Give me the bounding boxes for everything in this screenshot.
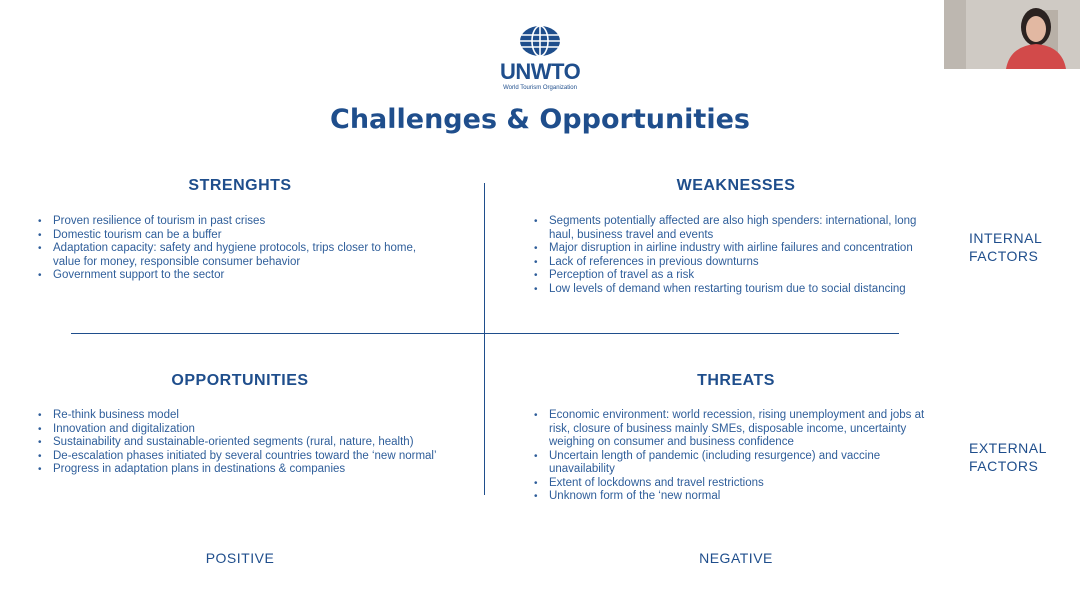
strengths-heading: STRENGHTS (188, 177, 292, 194)
external-factors-label (969, 439, 1047, 475)
list-item: • Domestic tourism can be a buffer (38, 229, 438, 243)
list-item: • Major disruption in airline industry with airline failures and concentration (534, 242, 939, 256)
list-item: • Sustainability and sustainable-oriented segments (rural, nature, health) (38, 436, 438, 450)
opportunities-list (38, 409, 438, 477)
horizontal-divider (71, 333, 899, 334)
external-factors-line2: FACTORS (969, 458, 1039, 474)
weaknesses-heading: WEAKNESSES (676, 177, 796, 194)
positive-label: POSITIVE (205, 550, 275, 566)
list-item: • Segments potentially affected are also high spenders: international, long haul, business travel and events (534, 215, 939, 242)
list-item: • Low levels of demand when restarting tourism due to social distancing (534, 283, 939, 297)
list-item: • Economic environment: world recession, rising unemployment and jobs at risk, closure of business mainly SMEs, disposable income, uncertainty weighing on consumer and business confidence (534, 409, 934, 450)
list-item: • Lack of references in previous downturns (534, 256, 939, 270)
vertical-divider (484, 183, 485, 495)
webcam-video-thumbnail[interactable] (944, 0, 1080, 69)
list-item: • Extent of lockdowns and travel restrictions (534, 477, 934, 491)
external-factors-line1: EXTERNAL (969, 440, 1047, 456)
list-item: • Re-think business model (38, 409, 438, 423)
internal-factors-line2: FACTORS (969, 248, 1039, 264)
list-item: • De-escalation phases initiated by several countries toward the ‘new normal’ (38, 450, 438, 464)
negative-label: NEGATIVE (699, 550, 773, 566)
list-item: • Perception of travel as a risk (534, 269, 939, 283)
strengths-list (38, 215, 438, 283)
logo-wordmark: UNWTO (500, 59, 581, 84)
list-item: • Unknown form of the ‘new normal (534, 490, 934, 504)
slide-title: Challenges & Opportunities (330, 104, 750, 135)
list-item: • Progress in adaptation plans in destinations & companies (38, 463, 438, 477)
logo-subtitle: World Tourism Organization (503, 85, 577, 91)
unwto-logo (500, 24, 580, 92)
internal-factors-line1: INTERNAL (969, 230, 1043, 246)
list-item: • Adaptation capacity: safety and hygiene protocols, trips closer to home, value for money, responsible consumer behavior (38, 242, 438, 269)
presenter-video-icon (944, 0, 1080, 69)
internal-factors-label (969, 229, 1042, 265)
threats-list (534, 409, 934, 504)
globe-icon (518, 24, 562, 58)
list-item: • Innovation and digitalization (38, 423, 438, 437)
list-item: • Uncertain length of pandemic (including resurgence) and vaccine unavailability (534, 450, 934, 477)
weaknesses-list (534, 215, 939, 296)
list-item: • Government support to the sector (38, 269, 438, 283)
opportunities-heading: OPPORTUNITIES (171, 372, 309, 389)
threats-heading: THREATS (697, 372, 775, 389)
list-item: • Proven resilience of tourism in past crises (38, 215, 438, 229)
